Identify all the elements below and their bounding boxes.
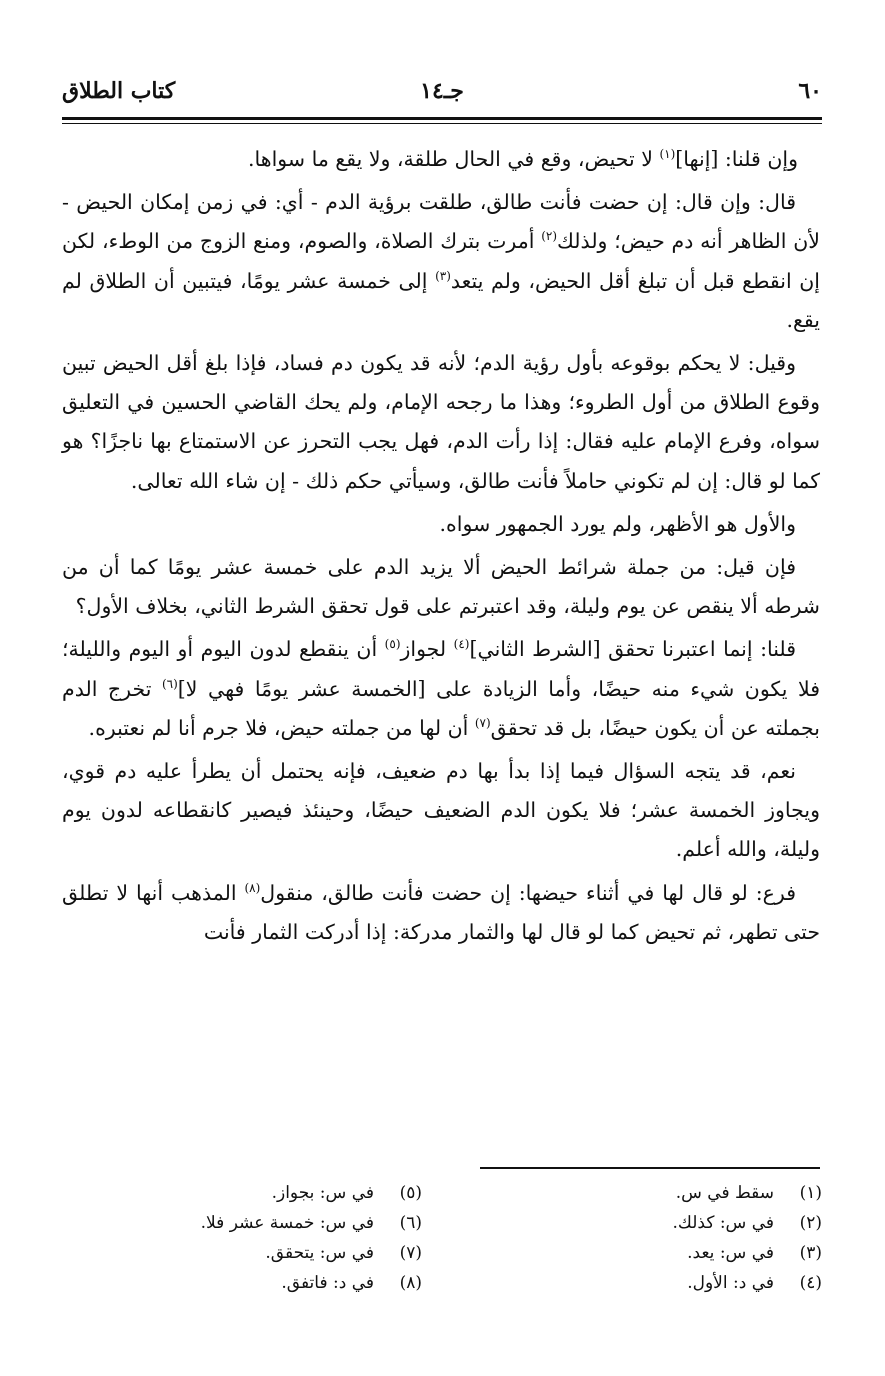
- footnote-ref[interactable]: (٥): [384, 637, 401, 652]
- footnote-separator: [480, 1167, 820, 1169]
- header-rule-thin: [62, 123, 822, 124]
- paragraph: فإن قيل: من جملة شرائط الحيض ألا يزيد الدم على خمسة عشر يومًا كما أن من شرطه ألا ينقص عن يوم وليلة، وقد اعتبرتم على قول تحقق الشرط الثاني، بخلاف الأول؟: [62, 555, 820, 619]
- paragraph: فرع: لو قال لها في أثناء حيضها: إن حضت فأنت طالق، منقول$^{(٨)}$ المذهب أنها لا تطلق حتى تطهر، ثم تحيض كما لو قال لها والثمار مدركة: إذا أدركت الثمار فأنت: [62, 880, 820, 944]
- footnote-item: (٣)في س: يعد.: [687, 1243, 822, 1263]
- paragraph: قال: وإن قال: إن حضت فأنت طالق، طلقت برؤية الدم - أي: في زمن إمكان الحيض - لأن الظاهر أنه دم حيض؛ ولذلك$^{(٢)}$ أمرت بترك الصلاة، والصوم، ومنع الزوج من الوطء، لكن إن انقطع قبل أن تبلغ أقل الحيض، ولم يتعد$^{(٣)}$ إلى خمسة عشر يومًا، فيتبين أن الطلاق لم يقع.: [62, 190, 820, 332]
- paragraph: والأول هو الأظهر، ولم يورد الجمهور سواه.: [439, 511, 796, 536]
- paragraph: نعم، قد يتجه السؤال فيما إذا بدأ بها دم ضعيف، فإنه يحتمل أن يطرأ عليه دم قوي، ويجاوز الخمسة عشر؛ فلا يكون الدم الضعيف حيضًا، وحينئذ فيصير كانقطاعه لدون يوم وليلة، والله أعلم.: [62, 759, 820, 862]
- main-text: [62, 140, 820, 956]
- footnote-ref[interactable]: (٨): [244, 880, 261, 895]
- page-number: ٦٠: [798, 78, 822, 104]
- paragraph: وإن قلنا: [إنها]$^{(١)}$ لا تحيض، وقع في الحال طلقة، ولا يقع ما سواها.: [248, 147, 798, 171]
- footnote-ref[interactable]: (٧): [474, 716, 491, 731]
- paragraph: قلنا: إنما اعتبرنا تحقق [الشرط الثاني]$^{(٤)}$ لجواز$^{(٥)}$ أن ينقطع لدون اليوم أو اليوم والليلة؛ فلا يكون شيء منه حيضًا، وأما الزيادة على [الخمسة عشر يومًا فهي لا]$^{(٦)}$ تخرج الدم بجملته عن أن يكون حيضًا، بل قد تحقق$^{(٧)}$ أن لها من جملته حيض، فلا جرم أنا لم نعتبره.: [62, 637, 820, 740]
- footnote-ref[interactable]: (٦): [161, 676, 178, 691]
- footnote-item: (٢)في س: كذلك.: [672, 1213, 822, 1233]
- paragraph: وقيل: لا يحكم بوقوعه بأول رؤية الدم؛ لأنه قد يكون دم فساد، فإذا بلغ أقل الحيض تبين وقوع الطلاق من أول الطروء؛ وهذا ما رجحه الإمام، ولم يحك القاضي الحسين في التعليق سواه، وفرع الإمام عليه فقال: إذا رأت الدم، فهل يجب التحرز عن الاستمتاع بها ناجزًا؟ هو كما لو قال: إن لم تكوني حاملاً فأنت طالق، وسيأتي حكم ذلك - إن شاء الله تعالى.: [62, 351, 820, 493]
- volume-number: جـ١٤: [420, 78, 464, 104]
- footnote-item: (٥)في س: بجواز.: [271, 1183, 422, 1203]
- footnotes-column-right: [462, 1178, 822, 1298]
- footnote-ref[interactable]: (٢): [541, 229, 558, 244]
- footnote-ref[interactable]: (٣): [435, 268, 451, 283]
- footnote-ref[interactable]: (٤): [453, 637, 470, 652]
- footnote-item: (٧)في س: يتحقق.: [265, 1243, 422, 1263]
- header-rule-thick: [62, 117, 822, 120]
- footnotes: [62, 1178, 822, 1298]
- running-title: كتاب الطلاق: [62, 78, 176, 104]
- footnote-item: (١)سقط في س.: [675, 1183, 822, 1203]
- footnote-item: (٤)في د: الأول.: [687, 1273, 822, 1293]
- footnote-item: (٦)في س: خمسة عشر فلا.: [200, 1213, 422, 1233]
- page-header: [62, 78, 822, 112]
- footnotes-column-left: [62, 1178, 462, 1298]
- footnote-ref[interactable]: (١): [659, 147, 676, 162]
- footnote-item: (٨)في د: فاتفق.: [281, 1273, 422, 1293]
